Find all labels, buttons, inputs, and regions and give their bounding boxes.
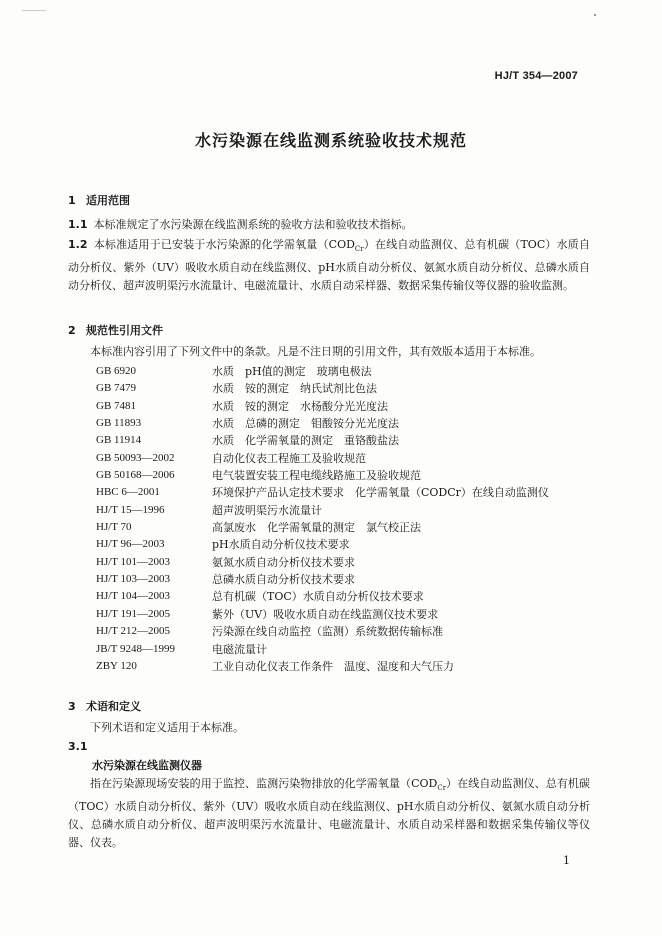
reference-code: HJ/T 96—2003 — [96, 538, 165, 551]
clause-text-a: 本标准适用于已安装于水污染源的化学需氧量（COD — [93, 238, 355, 251]
clause-3-1-number: 3.1 — [68, 740, 88, 753]
reference-code: GB 11893 — [96, 417, 142, 430]
reference-code: HJ/T 191—2005 — [96, 607, 171, 620]
reference-row — [96, 398, 586, 415]
reference-title: 氨氮水质自动分析仪技术要求 — [212, 555, 355, 569]
scan-mark — [22, 10, 46, 11]
section-2-intro: 本标准内容引用了下列文件中的条款。凡是不注日期的引用文件，其有效版本适用于本标准。 — [90, 345, 541, 358]
section-number: 2 — [68, 324, 76, 337]
reference-title: 超声波明渠污水流量计 — [212, 503, 322, 517]
page-number: 1 — [563, 854, 570, 867]
clause-1-2 — [68, 236, 590, 295]
reference-row — [96, 623, 586, 640]
term-heading: 水污染源在线监测仪器 — [92, 759, 202, 772]
reference-row — [96, 519, 586, 536]
reference-row — [96, 467, 586, 484]
reference-row — [96, 571, 586, 588]
reference-row — [96, 658, 586, 675]
reference-row — [96, 588, 586, 605]
section-2-heading — [68, 322, 163, 338]
reference-title: 污染源在线自动监控（监测）系统数据传输标准 — [212, 625, 443, 639]
clause-text-b: ）在线自动监测仪、总有机碳（TOC）水质自动分析仪、紫外（UV）吸收水质自动在线监测仪、pH水质自动分析仪、氨氮水质自动分析仪、总磷水质自动分析仪、超声波明渠污水流量计、电磁流量计、水质自动采样器、数据采集传输仪等仪器的验收监测。 — [68, 238, 590, 292]
reference-list — [96, 363, 586, 675]
reference-row — [96, 432, 586, 449]
reference-code: HJ/T 103—2003 — [96, 573, 171, 586]
reference-title: 自动化仪表工程施工及验收规范 — [212, 451, 366, 465]
standard-code: HJ/T 354—2007 — [494, 70, 578, 82]
section-title: 适用范围 — [86, 194, 130, 207]
reference-code: HJ/T 101—2003 — [96, 555, 171, 568]
reference-row — [96, 450, 586, 467]
reference-code: GB 7481 — [96, 399, 137, 412]
reference-title: 紫外（UV）吸收水质自动在线监测仪技术要求 — [212, 607, 439, 621]
scan-dot — [594, 14, 596, 16]
reference-row — [96, 484, 586, 501]
section-number: 3 — [68, 700, 76, 713]
reference-title: 高氯废水 化学需氧量的测定 氯气校正法 — [212, 521, 421, 535]
reference-row — [96, 415, 586, 432]
reference-code: ZBY 120 — [96, 659, 137, 672]
reference-title: pH水质自动分析仪技术要求 — [212, 538, 350, 552]
reference-title: 电气装置安装工程电缆线路施工及验收规范 — [212, 469, 421, 483]
reference-row — [96, 606, 586, 623]
reference-row — [96, 536, 586, 553]
clause-number: 1.1 — [68, 218, 88, 231]
reference-title: 水质 铵的测定 水杨酸分光光度法 — [212, 399, 388, 413]
reference-title: 水质 总磷的测定 钼酸铵分光光度法 — [212, 417, 399, 431]
reference-title: 总磷水质自动分析仪技术要求 — [212, 573, 355, 587]
reference-code: HJ/T 70 — [96, 521, 132, 534]
reference-title: 水质 铵的测定 纳氏试剂比色法 — [212, 382, 377, 396]
reference-title: 工业自动化仪表工作条件 温度、湿度和大气压力 — [212, 659, 454, 673]
clause-1-1 — [68, 216, 590, 234]
reference-code: JB/T 9248—1999 — [96, 642, 175, 655]
reference-title: 水质 化学需氧量的测定 重铬酸盐法 — [212, 434, 399, 448]
subscript: Cr — [354, 245, 364, 254]
reference-row — [96, 641, 586, 658]
section-number: 1 — [68, 194, 76, 207]
reference-row — [96, 363, 586, 380]
section-title: 规范性引用文件 — [86, 324, 163, 337]
reference-row — [96, 380, 586, 397]
reference-title: 环境保护产品认定技术要求 化学需氧量（CODCr）在线自动监测仪 — [212, 486, 549, 500]
section-title: 术语和定义 — [86, 700, 141, 713]
subscript: Cr — [437, 784, 447, 793]
document-title: 水污染源在线监测系统验收技术规范 — [194, 131, 467, 150]
reference-code: HBC 6—2001 — [96, 486, 160, 499]
reference-row — [96, 502, 586, 519]
reference-code: HJ/T 104—2003 — [96, 590, 171, 603]
section-3-heading — [68, 698, 141, 714]
reference-code: GB 50168—2006 — [96, 469, 175, 482]
reference-title: 电磁流量计 — [212, 642, 267, 656]
clause-text: 本标准规定了水污染源在线监测系统的验收方法和验收技术指标。 — [93, 218, 413, 231]
section-3-intro: 下列术语和定义适用于本标准。 — [90, 721, 244, 734]
definition-text-b: ）在线自动监测仪、总有机碳（TOC）水质自动分析仪、紫外（UV）吸收水质自动在线监测仪、pH水质自动分析仪、氨氮水质自动分析仪、总磷水质自动分析仪、超声波明渠污水流量计、电磁流量计、水质自动采样器和数据采集传输仪等仪器、仪表。 — [68, 777, 591, 850]
reference-title: 总有机碳（TOC）水质自动分析仪技术要求 — [212, 590, 424, 604]
reference-code: HJ/T 212—2005 — [96, 625, 171, 638]
reference-code: GB 11914 — [96, 434, 142, 447]
reference-title: 水质 pH值的测定 玻璃电极法 — [212, 365, 372, 378]
clause-number: 1.2 — [68, 238, 88, 251]
reference-row — [96, 554, 586, 571]
term-definition — [68, 775, 590, 853]
section-1-heading — [68, 192, 130, 208]
definition-text-a: 指在污染源现场安装的用于监控、监测污染物排放的化学需氧量（COD — [90, 777, 438, 790]
reference-code: GB 6920 — [96, 365, 137, 377]
reference-code: HJ/T 15—1996 — [96, 503, 165, 516]
reference-code: GB 7479 — [96, 382, 137, 395]
reference-code: GB 50093—2002 — [96, 451, 175, 464]
